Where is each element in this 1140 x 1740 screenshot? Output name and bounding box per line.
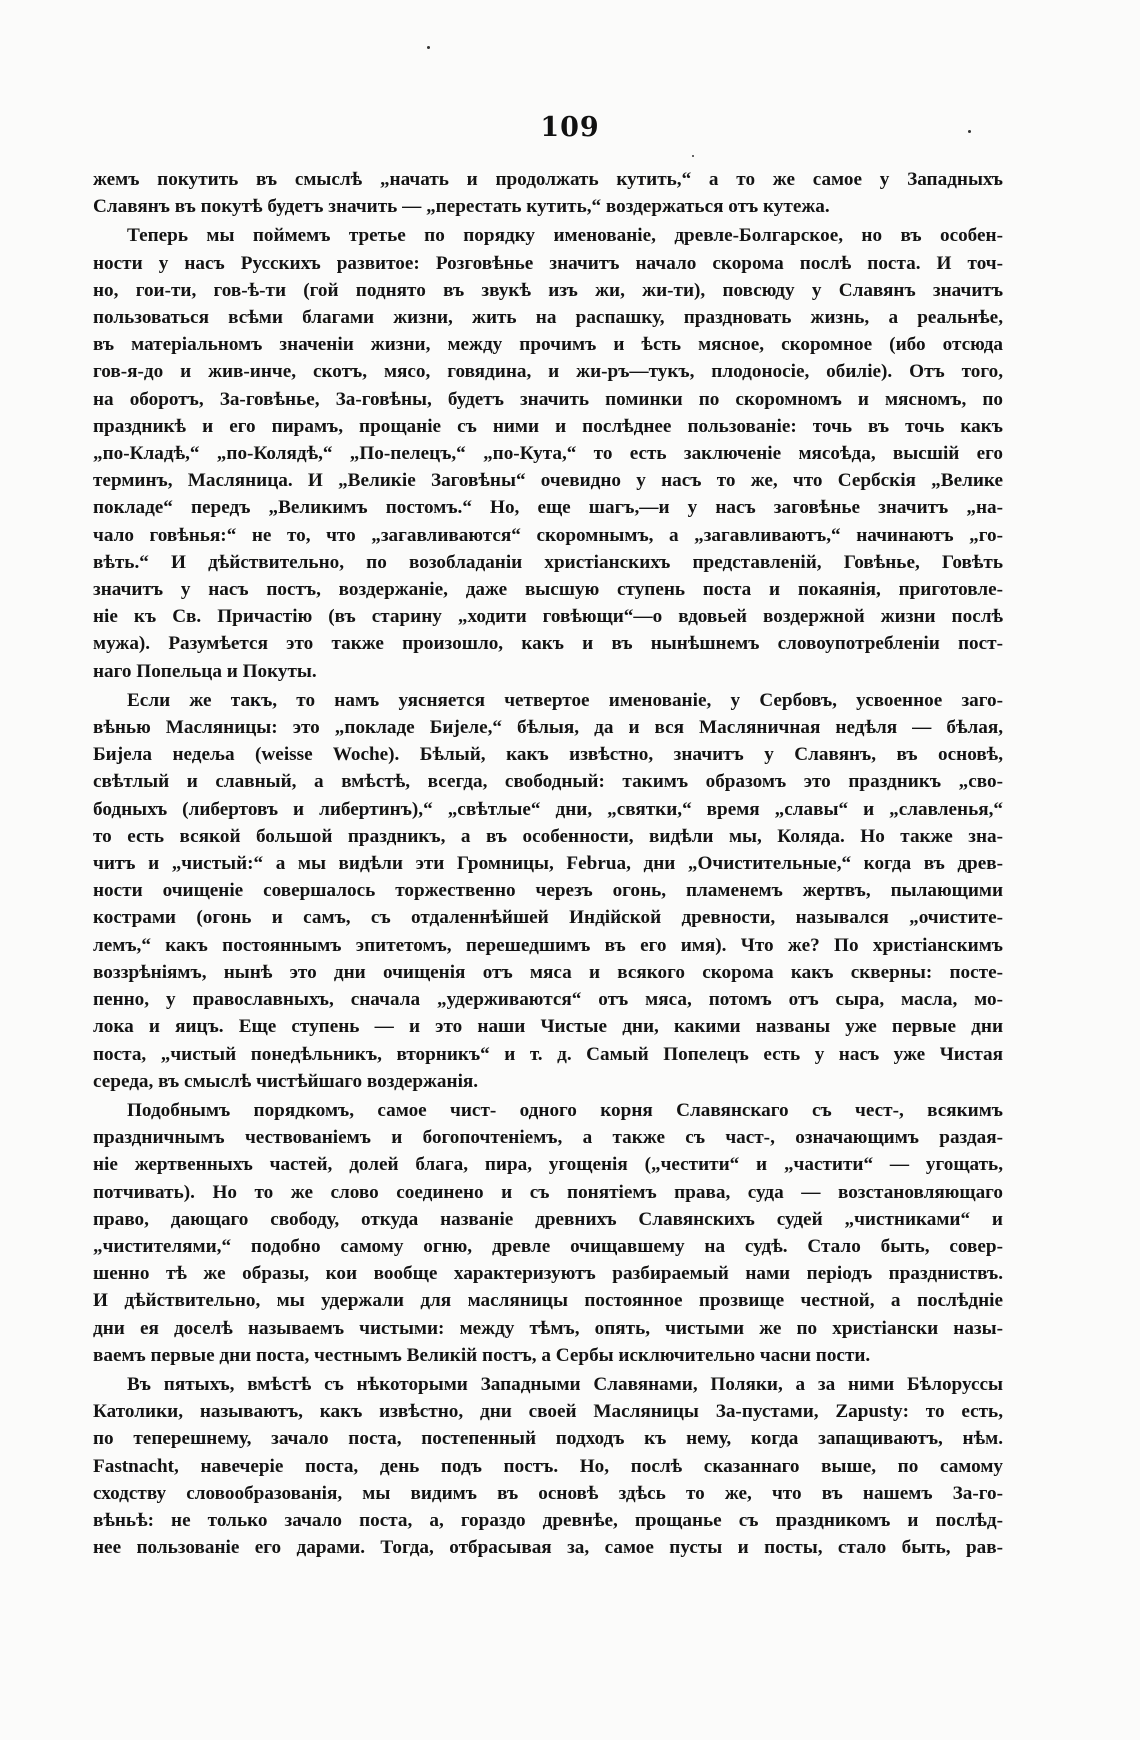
text-line: поста, „чистый понедѣльникъ, вторникъ“ и т. д. Самый Попелецъ есть у насъ уже Чистая [93,1043,1003,1065]
text-line: нее пользованіе его дарами. Тогда, отбрасывая за, самое пусты и посты, стало быть, рав- [93,1537,1003,1559]
text-line: терминъ, Масляница. И „Великіе Заговѣны“ очевидно у насъ то же, что Сербскія „Велике [93,470,1003,492]
text-line: праздничнымъ чествованіемъ и богопочтеніемъ, а также съ част-, означающимъ раздая- [93,1127,1003,1149]
text-line: значитъ у насъ постъ, воздержаніе, даже высшую ступень поста и покаянія, приготовле- [93,579,1003,601]
text-line: по теперешнему, зачало поста, постепенный подходъ къ нему, когда запащиваютъ, нѣм. [93,1428,1003,1450]
text-line: покладе“ передъ „Великимъ постомъ.“ Но, еще шагъ,—и у насъ заговѣнье значитъ „на- [93,497,1003,519]
text-line: бодныхъ (либертовъ и либертинъ),“ „свѣтлые“ дни, „святки,“ время „славы“ и „славленья,“ [93,798,1003,820]
paragraph-2 [93,222,1003,684]
text-line: середа, въ смыслѣ чистѣйшаго воздержанія. [93,1070,479,1092]
text-line: лемъ,“ какъ постояннымъ эпитетомъ, перешедшимъ въ его имя). Что же? По христіанскимъ [93,934,1003,956]
text-line: ніе жертвенныхъ частей, долей блага, пира, угощенія („честити“ и „частити“ — угощать, [93,1154,1003,1176]
text-line: гов-я-до и жив-инче, скотъ, мясо, говядина, и жи-ръ—тукъ, плодоносіе, обиліе). Отъ того, [93,361,1003,383]
text-line: Если же такъ, то намъ уясняется четвертое именованіе, у Сербовъ, усвоенное заго- [127,689,1003,711]
text-line: пенно, у православныхъ, сначала „удерживаются“ отъ мяса, потомъ отъ сыра, масла, мо- [93,989,1003,1011]
text-line: праздникѣ и его пирамъ, прощаніе съ ними и послѣднее пользованіе: точь въ точь какъ [93,415,1003,437]
text-line: Славянъ въ покутѣ будетъ значить — „перестать кутить,“ воздержаться отъ кутежа. [93,196,830,218]
text-line: Теперь мы поймемъ третье по порядку именованіе, древле-Болгарское, но въ особен- [127,225,1003,247]
text-line: Подобнымъ порядкомъ, самое чист- одного корня Славянскаго съ чест-, всякимъ [127,1099,1003,1121]
text-line: кострами (огонь и самъ, съ отдаленнѣйшей Индійской древности, назывался „очистите- [93,907,1003,929]
text-line: жемъ покутить въ смыслѣ „начать и продолжать кутить,“ а то же самое у Западныхъ [93,169,1003,190]
paragraph-4 [93,1097,1003,1369]
text-line: читъ и „чистый:“ а мы видѣли эти Громницы, Februa, дни „Очистительные,“ когда въ древ- [93,853,1003,875]
text-line: лока и яицъ. Еще ступень — и это наши Чистые дни, какими названы уже первые дни [93,1016,1003,1038]
text-line: мужа). Разумѣется это также произошло, какъ и въ нынѣшнемъ словоупотребленіи пост- [93,633,1003,655]
text-line: право, дающаго свободу, откуда названіе древнихъ Славянскихъ судей „чистниками“ и [93,1208,1003,1230]
text-line: шенно тѣ же образы, кои вообще характеризуютъ разбираемый нами періодъ праздниствъ. [93,1263,1003,1285]
paragraph-3 [93,687,1003,1095]
text-line: ваемъ первые дни поста, честнымъ Великій постъ, а Сербы исключительно часни пости. [93,1344,871,1366]
text-line: И дѣйствительно, мы удержали для масляницы постоянное прозвище честной, а послѣдніе [93,1290,1003,1312]
text-line: сходству словообразованія, мы видимъ въ основѣ здѣсь то же, что въ нашемъ За-го- [93,1482,1003,1504]
text-line: вѣнью Масляницы: это „покладе Бијеле,“ бѣлыя, да и вся Масляничная недѣля — бѣлая, [93,717,1003,739]
body-text [93,166,1003,1561]
text-line: чало говѣнья:“ не то, что „загавливаются“ скоромнымъ, а „загавливаютъ,“ начинаютъ „го- [93,524,1003,546]
text-line: ности у насъ Русскихъ развитое: Розговѣнье значитъ начало скорома послѣ поста. И точ- [93,252,1003,274]
text-line: но, гои-ти, гов-ѣ-ти (гой поднято въ звукѣ изъ жи, жи-ти), повсюду у Славянъ значитъ [93,279,1003,301]
text-line: ніе къ Св. Причастію (въ старину „ходити говѣющи“—о вдовьей воздержной жизни послѣ [93,606,1003,628]
page-number: 109 [540,112,600,143]
text-line: свѣтлый и славный, а вмѣстѣ, всегда, свободный: такимъ образомъ это праздникъ „сво- [93,771,1003,793]
text-line: въ матеріальномъ значеніи жизни, между прочимъ и ѣсть мясное, скоромное (ибо отсюда [93,334,1003,356]
text-line: пользоваться всѣми благами жизни, жить на распашку, праздновать жизнь, а реальнѣе, [93,307,1003,329]
text-line: вѣть.“ И дѣйствительно, по возобладаніи христіанскихъ представленій, Говѣнье, Говѣть [93,551,1003,573]
text-line: Fastnacht, навечеріе поста, день подъ постъ. Но, послѣ сказаннаго выше, по самому [93,1455,1003,1477]
scan-speck [427,46,430,49]
text-line: вѣньѣ: не только зачало поста, а, гораздо древнѣе, прощанье съ праздникомъ и послѣд- [93,1509,1003,1531]
text-line: „по-Кладѣ,“ „по-Колядѣ,“ „По-пелецъ,“ „по-Кута,“ то есть заключеніе мясоѣда, высшій его [93,443,1003,465]
text-line: то есть всякой большой праздникъ, а въ особенности, видѣли мы, Коляда. Но также зна- [93,825,1003,847]
text-line: „чистителями,“ подобно самому огню, древле очищавшему на судѣ. Стало быть, совер- [93,1235,1003,1257]
text-line: Въ пятыхъ, вмѣстѣ съ нѣкоторыми Западными Славянами, Поляки, а за ними Бѣлоруссы [127,1373,1003,1395]
scan-speck [692,155,694,157]
paragraph-5 [93,1371,1003,1561]
text-line: дни ея доселѣ называемъ чистыми: между тѣмъ, опять, чистыми же по христіански назы- [93,1317,1003,1339]
text-line: ности очищеніе совершалось торжественно черезъ огонь, пламенемъ жертвъ, пылающими [93,880,1003,902]
text-line: наго Попельца и Покуты. [93,660,317,682]
text-line: воззрѣніямъ, нынѣ это дни очищенія отъ мяса и всякого скорома какъ скверны: посте- [93,961,1003,983]
text-line: потчивать). Но то же слово соединено и съ понятіемъ права, суда — возстановляющаго [93,1181,1003,1203]
text-line: на оборотъ, За-говѣнье, За-говѣны, будетъ значить поминки по скоромномъ и мясномъ, по [93,388,1003,410]
text-line: Бијела недеља (weisse Woche). Бѣлый, какъ извѣстно, значитъ у Славянъ, въ основѣ, [93,744,1003,766]
text-line: Католики, называютъ, какъ извѣстно, дни своей Масляницы За-пустами, Zapusty: то есть, [93,1401,1003,1423]
paragraph-1 [93,166,1003,220]
